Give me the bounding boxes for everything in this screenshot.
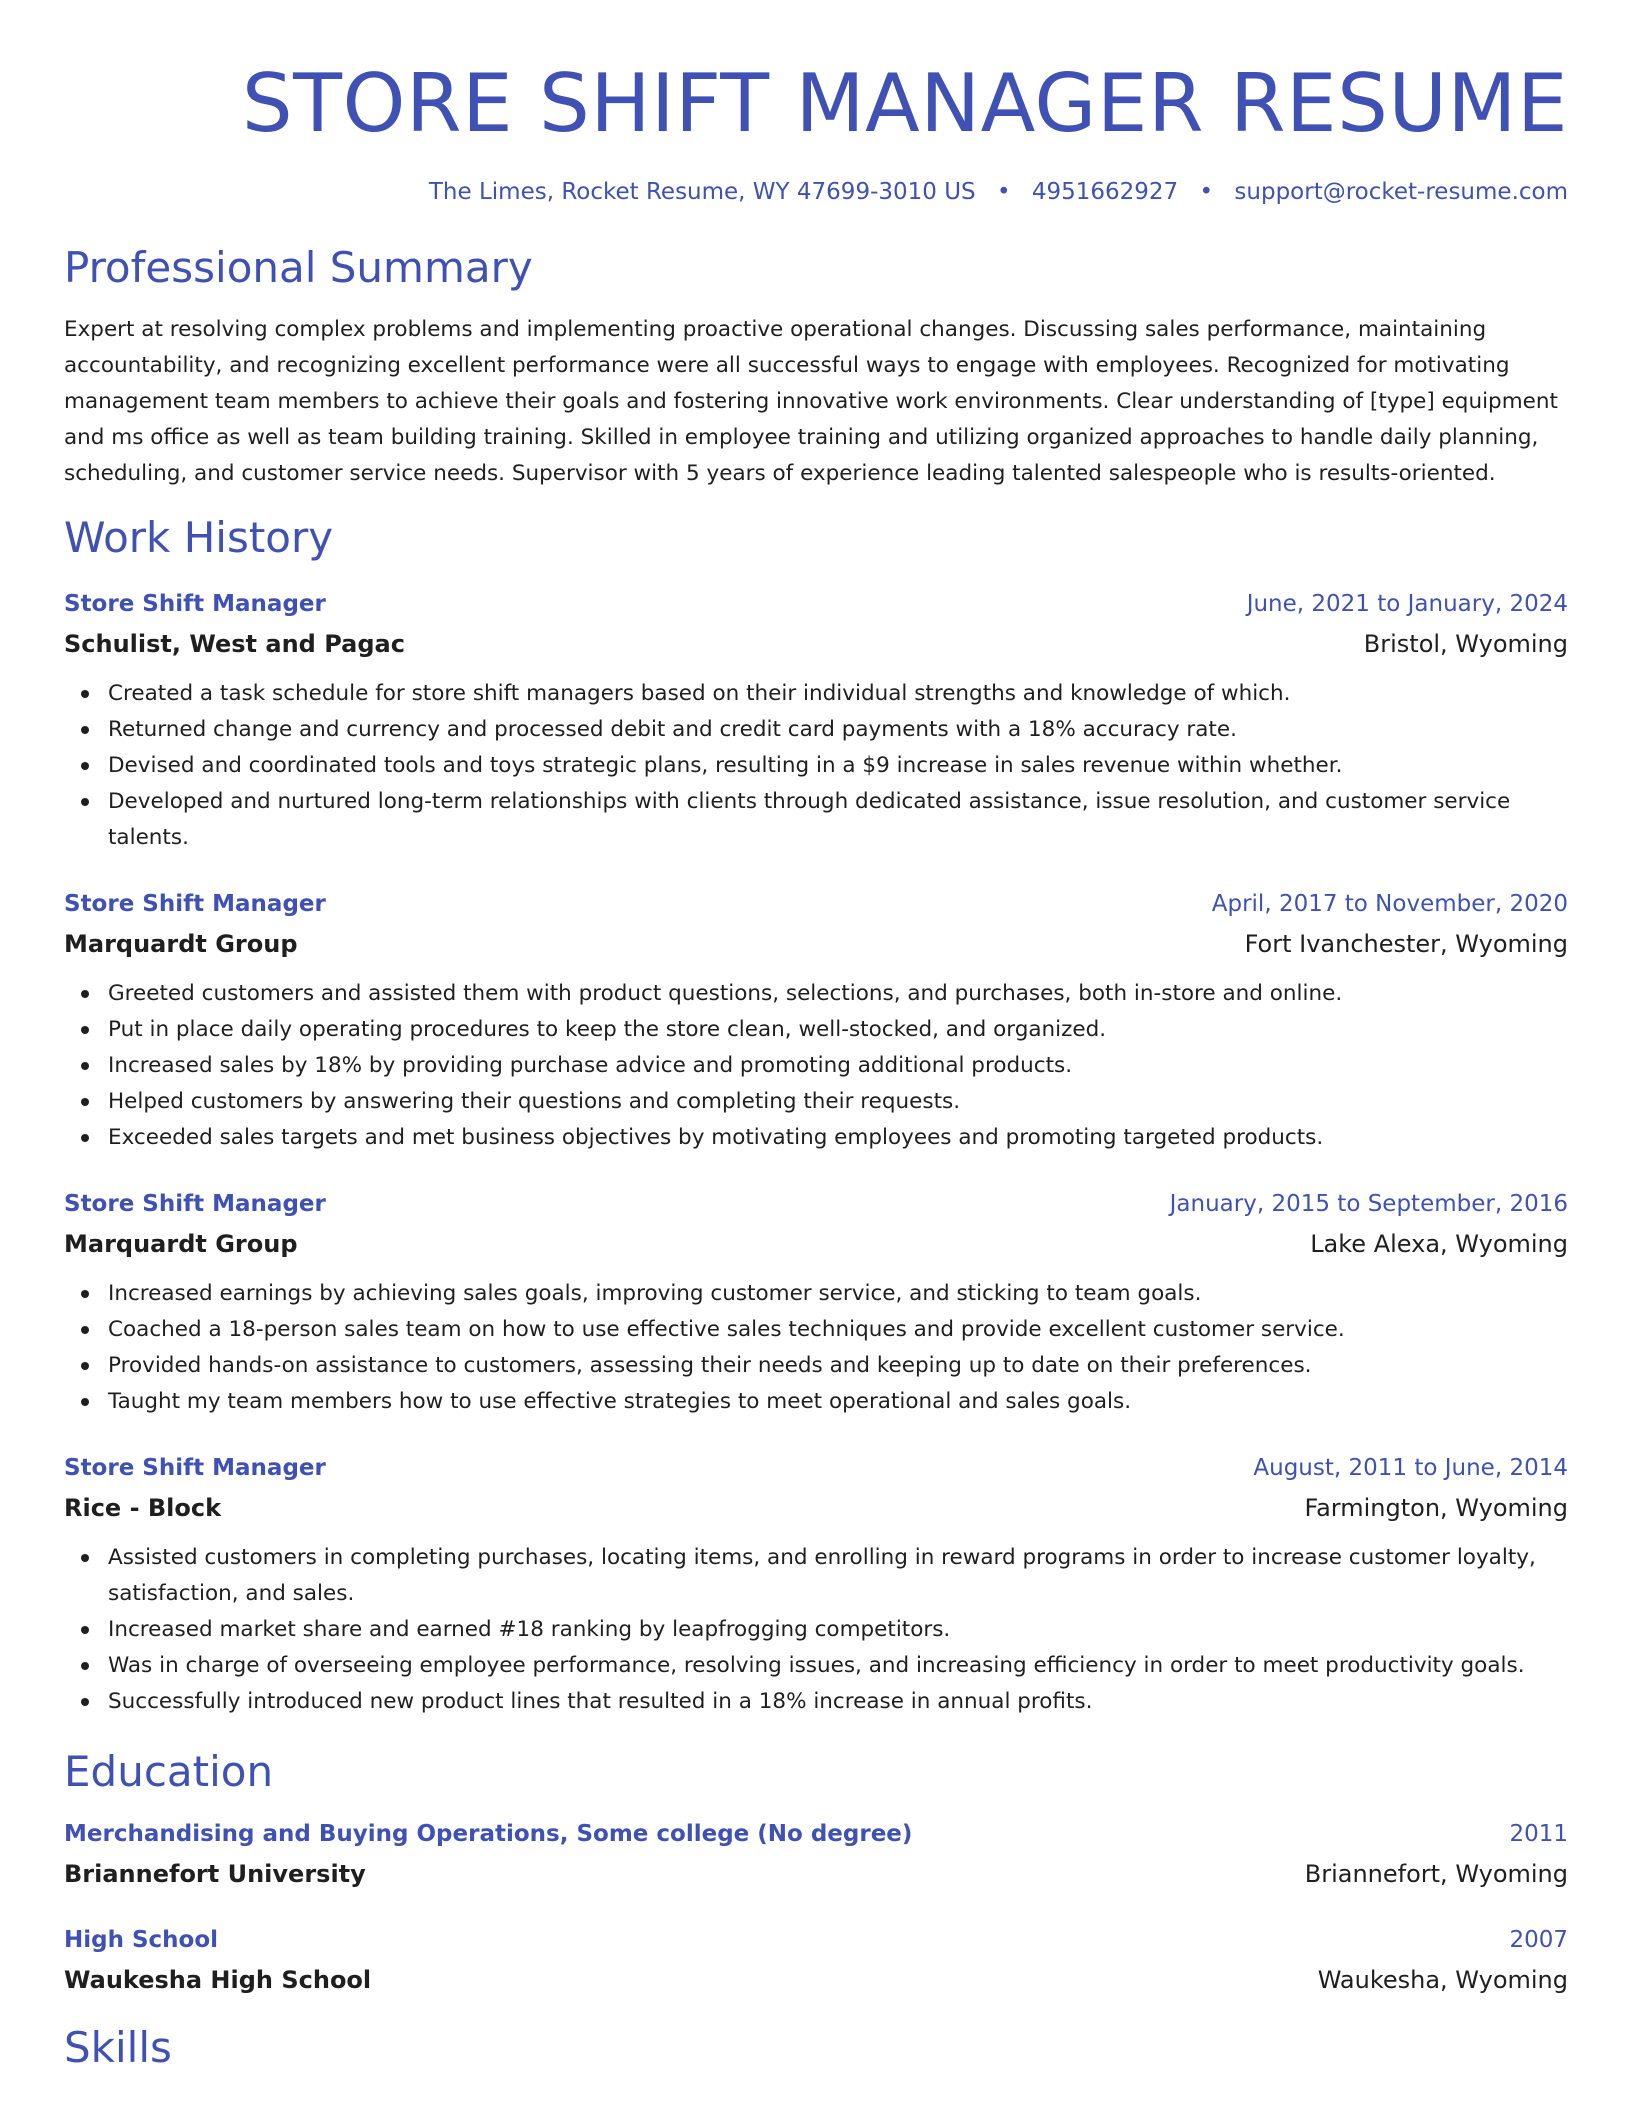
education-year: 2007 — [1509, 1927, 1568, 1953]
email-address: support@rocket-resume.com — [1234, 179, 1568, 205]
job-bullet: Helped customers by answering their questions and completing their requests. — [108, 1084, 1568, 1120]
education-school-row — [64, 1960, 1568, 2000]
address: The Limes, Rocket Resume, WY 47699-3010 US — [428, 179, 976, 205]
education-year: 2011 — [1509, 1821, 1568, 1847]
job-location: Bristol, Wyoming — [1363, 630, 1568, 658]
education-entry — [64, 1814, 1568, 1894]
job-bullet-list — [64, 1540, 1568, 1720]
education-degree: High School — [64, 1927, 219, 1953]
education-school: Briannefort University — [64, 1860, 366, 1888]
job-header-row — [64, 1448, 1568, 1488]
section-heading-education: Education — [64, 1747, 274, 1796]
job-bullet: Increased earnings by achieving sales goals, improving customer service, and sticking to team goals. — [108, 1276, 1568, 1312]
job-header-row — [64, 1184, 1568, 1224]
job-bullet: Increased market share and earned #18 ranking by leapfrogging competitors. — [108, 1612, 1568, 1648]
section-heading-skills: Skills — [64, 2023, 172, 2072]
job-bullet: Put in place daily operating procedures to keep the store clean, well-stocked, and organized. — [108, 1012, 1568, 1048]
job-bullet: Taught my team members how to use effective strategies to meet operational and sales goals. — [108, 1384, 1568, 1420]
section-heading-summary: Professional Summary — [64, 243, 533, 292]
job-bullet-list — [64, 976, 1568, 1156]
job-dates: April, 2017 to November, 2020 — [1211, 891, 1568, 917]
separator-dot: • — [1199, 179, 1214, 205]
job-bullet: Created a task schedule for store shift managers based on their individual strengths and knowledge of which. — [108, 676, 1568, 712]
job-company-row — [64, 924, 1568, 964]
education-school: Waukesha High School — [64, 1966, 372, 1994]
job-title: Store Shift Manager — [64, 1455, 326, 1481]
job-bullet: Greeted customers and assisted them with product questions, selections, and purchases, both in-store and online. — [108, 976, 1568, 1012]
job-bullet: Coached a 18-person sales team on how to use effective sales techniques and provide excellent customer service. — [108, 1312, 1568, 1348]
job-bullet: Successfully introduced new product lines that resulted in a 18% increase in annual profits. — [108, 1684, 1568, 1720]
job-title: Store Shift Manager — [64, 891, 326, 917]
job-entry — [64, 884, 1568, 1156]
job-entry — [64, 584, 1568, 856]
education-degree: Merchandising and Buying Operations, Some college (No degree) — [64, 1821, 913, 1847]
job-dates: June, 2021 to January, 2024 — [1246, 591, 1568, 617]
job-bullet-list — [64, 1276, 1568, 1420]
job-location: Lake Alexa, Wyoming — [1310, 1230, 1568, 1258]
job-bullet: Devised and coordinated tools and toys strategic plans, resulting in a $9 increase in sales revenue within whether. — [108, 748, 1568, 784]
job-title: Store Shift Manager — [64, 591, 326, 617]
job-header-row — [64, 884, 1568, 924]
education-entry — [64, 1920, 1568, 2000]
job-company: Marquardt Group — [64, 930, 298, 958]
job-company: Marquardt Group — [64, 1230, 298, 1258]
education-header-row — [64, 1920, 1568, 1960]
education-school-row — [64, 1854, 1568, 1894]
phone-number: 4951662927 — [1031, 179, 1179, 205]
job-bullet: Was in charge of overseeing employee performance, resolving issues, and increasing efficiency in order to meet productivity goals. — [108, 1648, 1568, 1684]
education-location: Waukesha, Wyoming — [1317, 1966, 1568, 1994]
job-dates: January, 2015 to September, 2016 — [1169, 1191, 1568, 1217]
job-bullet: Exceeded sales targets and met business objectives by motivating employees and promoting targeted products. — [108, 1120, 1568, 1156]
job-company: Schulist, West and Pagac — [64, 630, 405, 658]
resume-page — [64, 0, 1568, 2074]
contact-line — [64, 176, 1568, 208]
job-location: Farmington, Wyoming — [1304, 1494, 1568, 1522]
job-bullet: Increased sales by 18% by providing purchase advice and promoting additional products. — [108, 1048, 1568, 1084]
job-dates: August, 2011 to June, 2014 — [1253, 1455, 1568, 1481]
job-company-row — [64, 1488, 1568, 1528]
section-heading-work-history: Work History — [64, 513, 334, 562]
job-company-row — [64, 624, 1568, 664]
job-location: Fort Ivanchester, Wyoming — [1244, 930, 1568, 958]
job-bullet: Provided hands-on assistance to customers, assessing their needs and keeping up to date on their preferences. — [108, 1348, 1568, 1384]
job-company: Rice - Block — [64, 1494, 222, 1522]
job-entry — [64, 1184, 1568, 1420]
summary-text: Expert at resolving complex problems and implementing proactive operational changes. Discussing sales performance, maintaining accountability, and recognizing excellent performance were all successful ways to engage with employees. Recognized for motivating management team members to achieve their goals and fostering innovative work environments. Clear understanding of [type] equipment and ms office as well as team building training. Skilled in employee training and utilizing organized approaches to handle daily planning, scheduling, and customer service needs. Supervisor with 5 years of experience leading talented salespeople who is results-oriented. — [64, 317, 1558, 486]
separator-dot: • — [996, 179, 1011, 205]
job-header-row — [64, 584, 1568, 624]
job-bullet: Assisted customers in completing purchases, locating items, and enrolling in reward programs in order to increase customer loyalty, satisfaction, and sales. — [108, 1540, 1568, 1612]
job-bullet: Returned change and currency and processed debit and credit card payments with a 18% accuracy rate. — [108, 712, 1568, 748]
job-title: Store Shift Manager — [64, 1191, 326, 1217]
education-header-row — [64, 1814, 1568, 1854]
job-bullet: Developed and nurtured long-term relationships with clients through dedicated assistance, issue resolution, and customer service talents. — [108, 784, 1568, 856]
education-location: Briannefort, Wyoming — [1304, 1860, 1568, 1888]
resume-title: STORE SHIFT MANAGER RESUME — [241, 57, 1568, 150]
job-entry — [64, 1448, 1568, 1720]
job-bullet-list — [64, 676, 1568, 856]
job-company-row — [64, 1224, 1568, 1264]
